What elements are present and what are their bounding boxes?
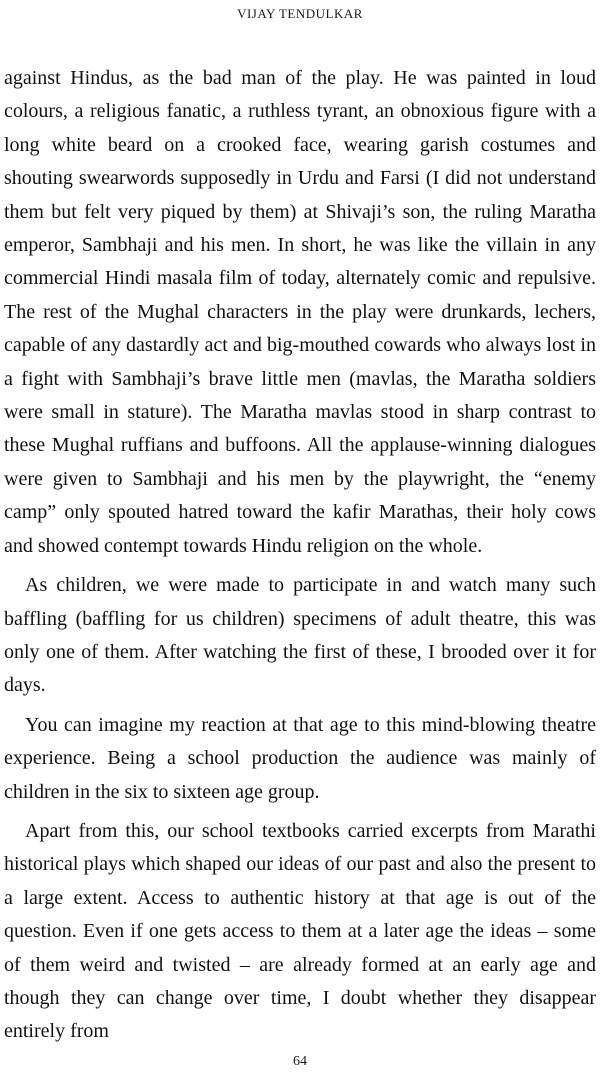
paragraph: You can imagine my reaction at that age to this mind-blowing theatre experience. Being a school production the audience was mainly of children in the six to sixteen age group. <box>4 713 596 803</box>
paragraph-continued: against Hindus, as the bad man of the play. He was painted in loud colours, a religious fanatic, a ruthless tyrant, an obnoxious figure with a long white beard on a crooked face, wearing garish costumes and shouting swearwords supposedly in Urdu and Farsi (I did not understand them but felt very piqued by them) at Shivaji’s son, the ruling Maratha emperor, Sambhaji and his men. In short, he was like the villain in any commercial Hindi masala film of today, alternately comic and repulsive. The rest of the Mughal characters in the play were drunkards, lechers, capable of any dastardly act and big-mouthed cowards who always lost in a fight with Sambhaji’s brave little men (mavlas, the Maratha soldiers were small in stature). The Maratha mavlas stood in sharp contrast to these Mughal ruffians and buffoons. All the applause-winning dialogues were given to Sambhaji and his men by the playwright, the “enemy camp” only spouted hatred toward the kafir Marathas, their holy cows and showed contempt towards Hindu religion on the whole. <box>4 67 596 557</box>
page-number: 64 <box>293 1054 307 1069</box>
page-body <box>4 62 596 1049</box>
paragraph: Apart from this, our school textbooks carried excerpts from Marathi historical plays which shaped our ideas of our past and also the present to a large extent. Access to authentic history at that age is out of the question. Even if one gets access to them at a later age the ideas – some of them weird and twisted – are already formed at an early age and though they can change over time, I doubt whether they disappear entirely from <box>4 819 596 1043</box>
paragraph: As children, we were made to participate in and watch many such baffling (baffling for us children) specimens of adult theatre, this was only one of them. After watching the first of these, I brooded over it for days. <box>4 574 596 697</box>
running-header: VIJAY TENDULKAR <box>237 6 363 21</box>
